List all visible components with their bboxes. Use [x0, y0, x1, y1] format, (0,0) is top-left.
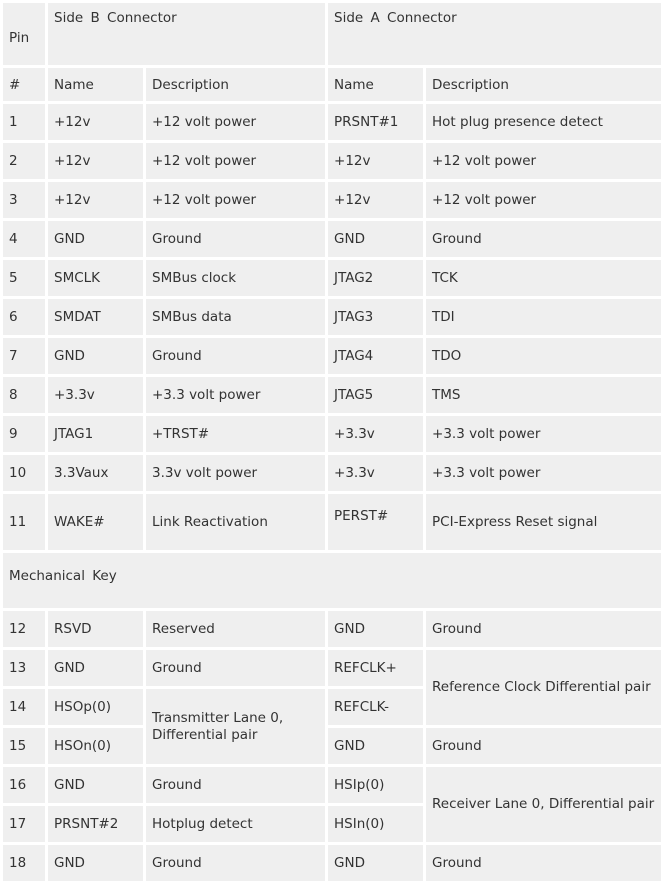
side-a-name-header: Name — [327, 67, 425, 103]
side-a-name: PRSNT#1 — [327, 103, 425, 142]
side-b-description: Hotplug detect — [145, 805, 327, 844]
pin-number: 16 — [2, 766, 47, 805]
table-row — [2, 454, 661, 493]
side-a-description-header: Description — [425, 67, 661, 103]
side-b-name: GND — [47, 649, 145, 688]
side-b-name: WAKE# — [47, 493, 145, 552]
side-b-name: GND — [47, 220, 145, 259]
side-a-name: PERST# — [327, 493, 425, 552]
table-row — [2, 220, 661, 259]
side-b-name: +12v — [47, 103, 145, 142]
side-a-description: Ground — [425, 844, 661, 883]
side-b-description: +12 volt power — [145, 181, 327, 220]
number-header: # — [2, 67, 47, 103]
pin-number: 8 — [2, 376, 47, 415]
pin-number: 7 — [2, 337, 47, 376]
side-b-description: +12 volt power — [145, 142, 327, 181]
pin-number: 9 — [2, 415, 47, 454]
side-a-name: +3.3v — [327, 415, 425, 454]
side-a-description: +12 volt power — [425, 142, 661, 181]
pin-number: 18 — [2, 844, 47, 883]
side-a-description: Ground — [425, 220, 661, 259]
side-b-description: Reserved — [145, 610, 327, 649]
side-a-description: TCK — [425, 259, 661, 298]
side-b-description: Ground — [145, 649, 327, 688]
side-a-name: GND — [327, 220, 425, 259]
pin-number: 13 — [2, 649, 47, 688]
table-row — [2, 727, 661, 766]
side-a-description: Ground — [425, 727, 661, 766]
side-b-header: Side B Connector — [47, 2, 327, 67]
side-b-name: HSOn(0) — [47, 727, 145, 766]
table-row — [2, 259, 661, 298]
side-b-name: GND — [47, 844, 145, 883]
side-a-description: Ground — [425, 610, 661, 649]
side-b-description: SMBus clock — [145, 259, 327, 298]
side-b-description: +TRST# — [145, 415, 327, 454]
side-a-name: HSIp(0) — [327, 766, 425, 805]
table-row — [2, 337, 661, 376]
side-a-name: +3.3v — [327, 454, 425, 493]
side-b-description: Link Reactivation — [145, 493, 327, 552]
side-a-name: JTAG5 — [327, 376, 425, 415]
side-b-description-header: Description — [145, 67, 327, 103]
table-row — [2, 142, 661, 181]
side-b-description: Ground — [145, 844, 327, 883]
side-a-header: Side A Connector — [327, 2, 661, 67]
side-b-description: +12 volt power — [145, 103, 327, 142]
side-b-name: RSVD — [47, 610, 145, 649]
side-a-description: +3.3 volt power — [425, 415, 661, 454]
side-a-description: TDI — [425, 298, 661, 337]
table-row — [2, 298, 661, 337]
side-a-description: Reference Clock Differential pair — [425, 649, 661, 727]
side-a-name: JTAG3 — [327, 298, 425, 337]
table-row — [2, 493, 661, 552]
side-b-name: HSOp(0) — [47, 688, 145, 727]
side-a-name: HSIn(0) — [327, 805, 425, 844]
pin-number: 1 — [2, 103, 47, 142]
header-row — [2, 2, 661, 67]
side-b-description: Ground — [145, 766, 327, 805]
pin-number: 6 — [2, 298, 47, 337]
side-a-name: JTAG4 — [327, 337, 425, 376]
pin-number: 11 — [2, 493, 47, 552]
side-b-name: SMDAT — [47, 298, 145, 337]
table-row — [2, 415, 661, 454]
pin-number: 5 — [2, 259, 47, 298]
side-a-description: TMS — [425, 376, 661, 415]
pin-number: 14 — [2, 688, 47, 727]
side-b-name: PRSNT#2 — [47, 805, 145, 844]
table-row — [2, 376, 661, 415]
table-row — [2, 610, 661, 649]
side-a-description: PCI-Express Reset signal — [425, 493, 661, 552]
side-a-description: Receiver Lane 0, Differential pair — [425, 766, 661, 844]
side-b-name: +12v — [47, 142, 145, 181]
side-a-description: Hot plug presence detect — [425, 103, 661, 142]
side-b-description: +3.3 volt power — [145, 376, 327, 415]
pin-number: 10 — [2, 454, 47, 493]
table-row — [2, 649, 661, 688]
pin-number: 17 — [2, 805, 47, 844]
table-row — [2, 844, 661, 883]
side-b-description: Ground — [145, 337, 327, 376]
side-a-name: +12v — [327, 181, 425, 220]
side-a-name: GND — [327, 727, 425, 766]
pin-number: 15 — [2, 727, 47, 766]
table-row — [2, 766, 661, 805]
pin-number: 4 — [2, 220, 47, 259]
side-a-name: REFCLK+ — [327, 649, 425, 688]
side-b-description: 3.3v volt power — [145, 454, 327, 493]
side-a-description: +3.3 volt power — [425, 454, 661, 493]
side-b-name: +12v — [47, 181, 145, 220]
pin-header: Pin — [2, 2, 47, 67]
pin-number: 12 — [2, 610, 47, 649]
table-row — [2, 103, 661, 142]
side-a-name: GND — [327, 844, 425, 883]
side-b-name-header: Name — [47, 67, 145, 103]
side-b-name: +3.3v — [47, 376, 145, 415]
mechanical-key-row — [2, 552, 661, 610]
side-b-name: GND — [47, 766, 145, 805]
side-b-name: GND — [47, 337, 145, 376]
side-b-name: SMCLK — [47, 259, 145, 298]
side-b-name: JTAG1 — [47, 415, 145, 454]
table-row — [2, 181, 661, 220]
side-a-description: +12 volt power — [425, 181, 661, 220]
pin-number: 2 — [2, 142, 47, 181]
side-a-description: TDO — [425, 337, 661, 376]
side-a-name: REFCLK- — [327, 688, 425, 727]
side-a-name: GND — [327, 610, 425, 649]
subheader-row — [2, 67, 661, 103]
side-b-description: Transmitter Lane 0, Differential pair — [145, 688, 327, 766]
side-a-name: +12v — [327, 142, 425, 181]
mechanical-key-label: Mechanical Key — [2, 552, 661, 610]
side-b-name: 3.3Vaux — [47, 454, 145, 493]
side-b-description: Ground — [145, 220, 327, 259]
pin-number: 3 — [2, 181, 47, 220]
side-a-name: JTAG2 — [327, 259, 425, 298]
side-b-description: SMBus data — [145, 298, 327, 337]
